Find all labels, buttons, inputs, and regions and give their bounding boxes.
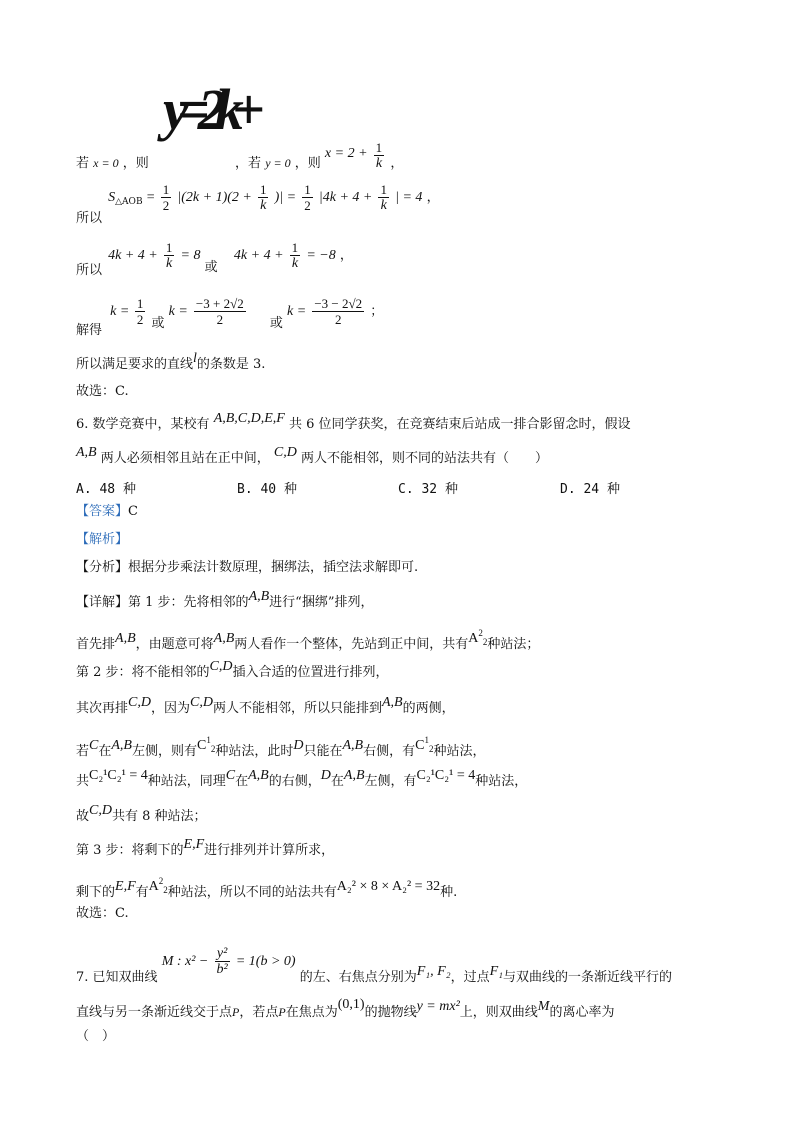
- q6-stem-line-2: A,B 两人必须相邻且站在正中间， C,D 两人不能相邻，则不同的站法共有（ ）: [76, 445, 549, 466]
- q6-answer: 【答案】C: [76, 504, 138, 519]
- q6-analysis-heading: 【解析】: [76, 532, 129, 547]
- q6-stem-line-1: 6. 数学竞赛中，某校有 A,B,C,D,E,F 共 6 位同学获奖，在竞赛结束后站成一排合影留念时，假设: [76, 411, 631, 432]
- solution-conclusion: 故选：C.: [76, 384, 129, 399]
- overlapping-formula-artifact: y=2k+: [163, 77, 253, 142]
- q6-option-d[interactable]: D. 24 种: [560, 482, 620, 497]
- q6-step2-detail: 其次再排C,D，因为C,D两人不能相邻，所以只能排到A,B的两侧，: [76, 695, 455, 716]
- solution-line-2: 所以 $S_{\triangle AOB}$ = $\frac{1}{2}$ |(2k + 1)(2 + $\frac{1}{k}$ )| = $\frac{1}{2}$ |4k + 4 + $\frac{1}{k}$ | = 4 ，: [76, 182, 440, 226]
- q6-step2-case: 若C在A,B左侧，则有$C^1_2$种站法，此时D只能在A,B右侧，有$C^1_2$种站法，: [76, 735, 486, 759]
- q6-option-a[interactable]: A. 48 种: [76, 482, 136, 497]
- q6-step1: 【详解】第 1 步：先将相邻的A,B进行“捆绑”排列，: [76, 589, 374, 610]
- solution-line-4: 解得 k = $\frac{1}{2}$ 或 k = $\frac{-3 + 2√2}{2}$ 或 k = $\frac{-3 - 2√2}{2}$ ；: [76, 296, 384, 338]
- solution-line-3: 所以 4k + 4 + $\frac{1}{k}$ = 8 或 4k + 4 + $\frac{1}{k}$ = −8 ，: [76, 240, 353, 278]
- q6-fenxi: 【分析】根据分步乘法计数原理，捆绑法，插空法求解即可.: [76, 560, 419, 575]
- q6-step1-detail: 首先排A,B，由题意可将A,B两人看作一个整体，先站到正中间，共有$A^2_2$种站法；: [76, 628, 540, 652]
- solution-line-5: 所以满足要求的直线l的条数是 3.: [76, 351, 266, 372]
- q6-step3: 第 3 步：将剩下的E,F进行排列并计算所求，: [76, 837, 335, 858]
- q6-option-b[interactable]: B. 40 种: [237, 482, 297, 497]
- q6-conclusion: 故选：C.: [76, 906, 129, 921]
- q6-step2-count: 共C₂¹C₂¹ = 4种站法，同理C在A,B的右侧，D在A,B左侧，有C₂¹C₂¹ = 4种站法，: [76, 768, 528, 789]
- q7-stem-line-2: 直线与另一条渐近线交于点P，若点P在焦点为(0,1)的抛物线y = mx²上，则双曲线M的离心率为: [76, 997, 615, 1020]
- q6-option-c[interactable]: C. 32 种: [398, 482, 458, 497]
- solution-line-1: 若 x = 0 ，则 ，若 y = 0 ，则 x = 2 + $\frac{1}{k}$ ，: [76, 140, 404, 171]
- q6-step3-detail: 剩下的E,F有$A^2_2$种站法，所以不同的站法共有A₂² × 8 × A₂² = 32种.: [76, 876, 458, 900]
- q7-stem-line-1: 7. 已知双曲线 M : x² − $\frac{\text{y²}}{\text{b²}}$ = 1(b > 0) 的左、右焦点分别为F₁, F₂，过点F₁与双曲线的一条渐近线平行的: [76, 946, 673, 985]
- q6-step2: 第 2 步：将不能相邻的C,D插入合适的位置进行排列，: [76, 659, 389, 680]
- q6-step2-total: 故C,D共有 8 种站法；: [76, 803, 207, 824]
- q7-answer-blank: （ ）: [76, 1029, 116, 1044]
